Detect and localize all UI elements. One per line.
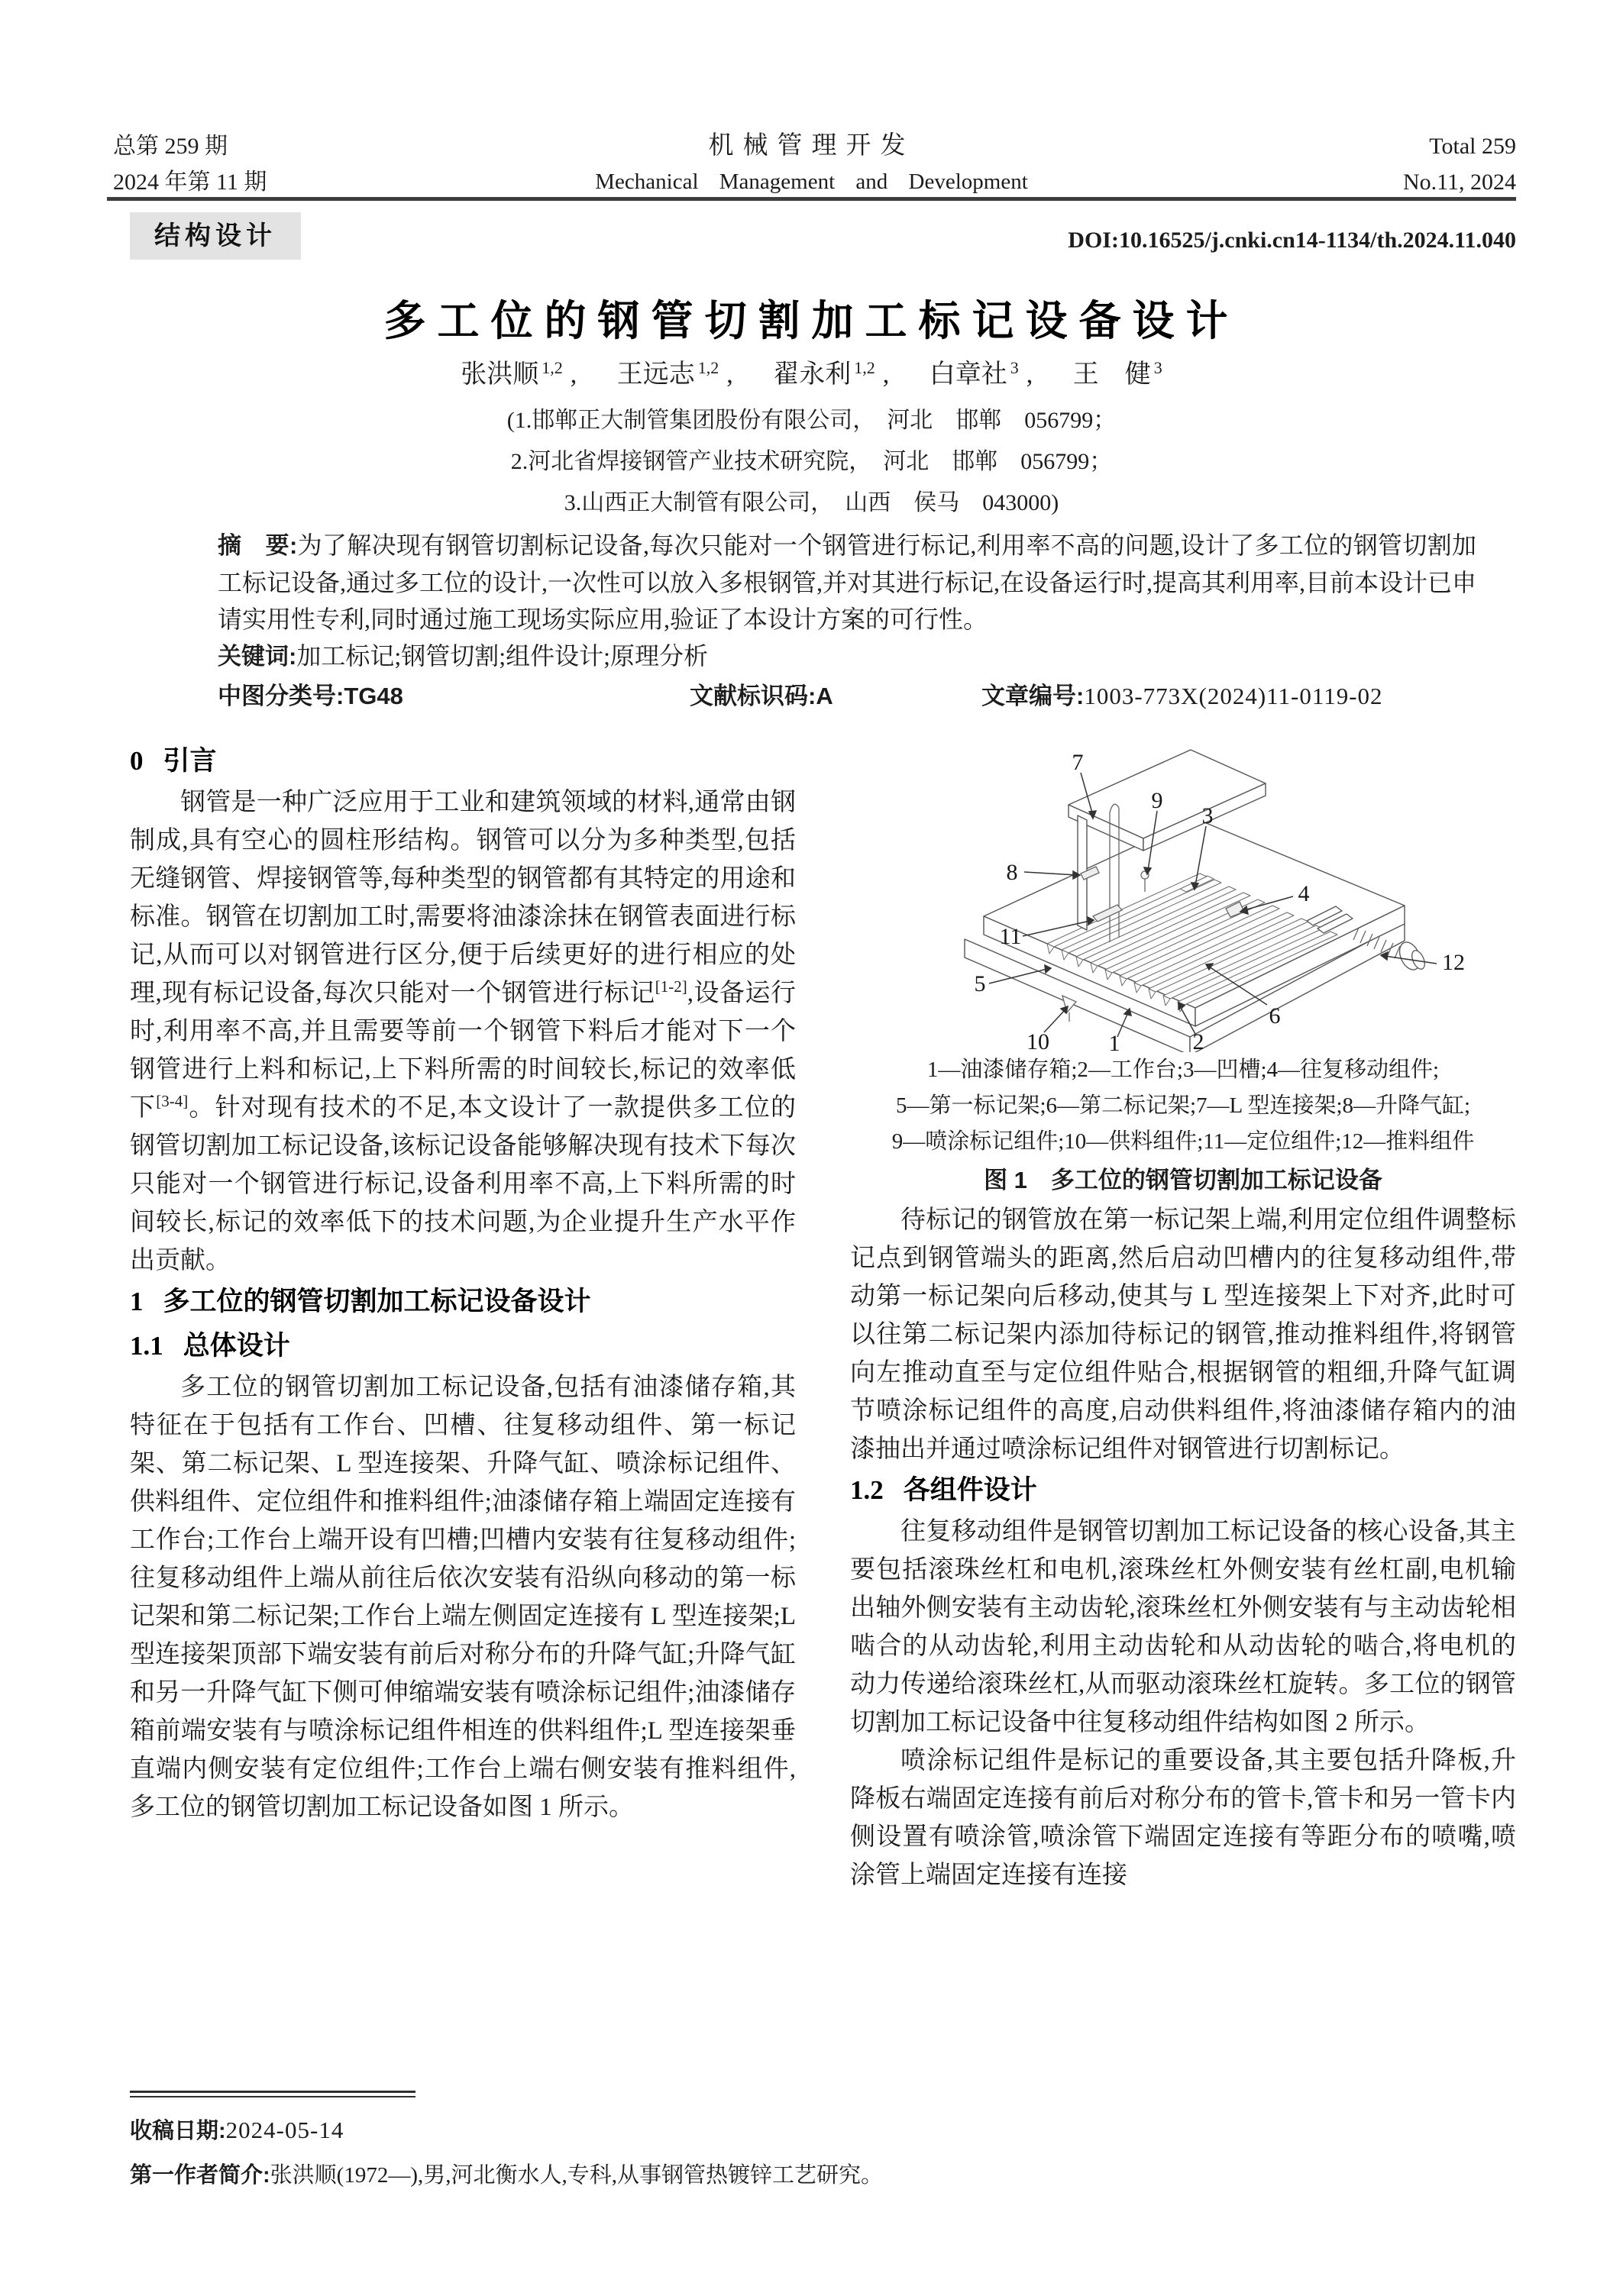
left-column (130, 739, 796, 1826)
article-number-value: 1003-773X(2024)11-0119-02 (1084, 683, 1383, 709)
author-separator: , (570, 360, 577, 389)
paragraph-workflow: 待标记的钢管放在第一标记架上端,利用定位组件调整标记点到钢管端头的距离,然后启动凹槽内的往复移动组件,带动第一标记架向后移动,使其与 L 型连接架上下对齐,此时可以往第二标记架内添加待标记的钢管,推动推料组件,将钢管向左推动直至与定位组件贴合,根据钢管的粗细,升降气缸调节喷涂标记组件的高度,启动供料组件,将油漆储存箱内的油漆抽出并通过喷涂标记组件对钢管进行切割标记。 (850, 1206, 1516, 1463)
issue-year-cn: 2024 年第 11 期 (113, 170, 267, 195)
header-rule (107, 197, 1516, 201)
figure-note-line: 1—油漆储存箱;2—工作台;3—凹槽;4—往复移动组件; (926, 1058, 1440, 1082)
authors-line (0, 353, 1623, 390)
paragraph-text: 钢管是一种广泛应用于工业和建筑领域的材料,通常由钢制成,具有空心的圆柱形结构。钢管可以分为多种类型,包括无缝钢管、焊接钢管等,每种类型的钢管都有其特定的用途和标准。钢管在切割加工时,需要将油漆涂抹在钢管表面进行标记,从而可以对钢管进行区分,便于后续更好的进行相应的处理,现有标记设备,每次只能对一个钢管进行标记 (130, 789, 796, 1007)
received-date-line (130, 2114, 344, 2145)
section-heading-0 (130, 739, 796, 783)
article-title: 多工位的钢管切割加工标记设备设计 (383, 297, 1240, 344)
received-date-label: 收稿日期: (130, 2119, 226, 2143)
section-title: 各组件设计 (903, 1475, 1037, 1505)
section-number: 0 (130, 746, 144, 776)
author-name: 张洪顺 (461, 360, 539, 389)
affiliation-line: 2.河北省焊接钢管产业技术研究院， 河北 邯郸 056799； (510, 449, 1113, 474)
paragraph-text: 。针对现有技术的不足,本文设计了一款提供多工位的钢管切割加工标记设备,该标记设备能够解决现有技术下每次只能对一个钢管进行标记,设备利用率不高,上下料所需的时间较长,标记的效率低下的技术问题,为企业提升生产水平作出贡献。 (130, 1094, 797, 1274)
section-heading-1-1 (130, 1324, 796, 1368)
figure-callout-1: 1 (1108, 1031, 1120, 1052)
paragraph-reciprocating-assembly: 往复移动组件是钢管切割加工标记设备的核心设备,其主要包括滚珠丝杠和电机,滚珠丝杠外侧安装有丝杠副,电机输出轴外侧安装有主动齿轮,滚珠丝杠外侧安装有与主动齿轮相啮合的从动齿轮,利用主动齿轮和从动齿轮的啮合,将电机的动力传递给滚珠丝杠,从而驱动滚珠丝杠旋转。多工位的钢管切割加工标记设备中往复移动组件结构如图 2 所示。 (850, 1518, 1516, 1736)
citation-ref: [1-2] (655, 977, 687, 996)
classification-row (218, 677, 1476, 713)
section-number: 1 (130, 1287, 144, 1316)
section-number: 1.2 (850, 1475, 884, 1505)
figure-callout-8: 8 (1006, 860, 1018, 885)
issue-no-en: No.11, 2024 (1402, 170, 1516, 195)
figure-callout-2: 2 (1192, 1029, 1204, 1052)
article-number (981, 677, 1383, 711)
abstract-label: 摘 要: (218, 532, 298, 559)
journal-name-cn: 机械管理开发 (708, 132, 915, 160)
affiliations (0, 400, 1623, 524)
author-name: 王远志 (616, 360, 695, 389)
figure1-drawing (850, 739, 1516, 1052)
document-code: 文献标识码:A (690, 683, 833, 709)
figure-callout-5: 5 (974, 971, 986, 996)
author-separator: , (1026, 360, 1033, 389)
footnote-rule (130, 2091, 415, 2097)
abstract-text: 为了解决现有钢管切割标记设备,每次只能对一个钢管进行标记,利用率不高的问题,设计了多工位的钢管切割加工标记设备,通过多工位的设计,一次性可以放入多根钢管,并对其进行标记,在设备运行时,提高其利用率,目前本设计已申请实用性专利,同时通过施工现场实际应用,验证了本设计方案的可行性。 (218, 531, 1477, 633)
figure-callout-6: 6 (1269, 1003, 1281, 1029)
author-name: 白章社 (929, 360, 1007, 389)
author-separator: , (882, 360, 890, 389)
author-superscript: 3 (1010, 357, 1019, 377)
keywords-label: 关键词: (218, 643, 297, 670)
author-superscript: 1,2 (697, 357, 719, 377)
figure-note-line: 9—喷涂标记组件;10—供料组件;11—定位组件;12—推料组件 (891, 1129, 1475, 1154)
figure-callout-10: 10 (1026, 1029, 1049, 1052)
article-number-label: 文章编号: (981, 683, 1085, 709)
paragraph-spray-assembly: 喷涂标记组件是标记的重要设备,其主要包括升降板,升降板右端固定连接有前后对称分布的管卡,管卡和另一管卡内侧设置有喷涂管,喷涂管下端固定连接有等距分布的喷嘴,喷涂管上端固定连接有连接 (850, 1747, 1516, 1889)
affiliation-line: (1.邯郸正大制管集团股份有限公司， 河北 邯郸 056799； (506, 408, 1117, 433)
paragraph-overall-design: 多工位的钢管切割加工标记设备,包括有油漆储存箱,其特征在于包括有工作台、凹槽、往复移动组件、第一标记架、第二标记架、L 型连接架、升降气缸、喷涂标记组件、供料组件、定位组件和推料组件;油漆储存箱上端固定连接有工作台;工作台上端开设有凹槽;凹槽内安装有往复移动组件;往复移动组件上端从前往后依次安装有沿纵向移动的第一标记架和第二标记架;工作台上端左侧固定连接有 L 型连接架;L 型连接架顶部下端安装有前后对称分布的升降气缸;升降气缸和另一升降气缸下侧可伸缩端安装有喷涂标记组件;油漆储存箱前端安装有与喷涂标记组件相连的供料组件;L 型连接架垂直端内侧安装有定位组件;工作台上端右侧安装有推料组件,多工位的钢管切割加工标记设备如图 1 所示。 (130, 1374, 796, 1821)
figure-note-line: 5—第一标记架;6—第二标记架;7—L 型连接架;8—升降气缸; (895, 1093, 1471, 1118)
header-issue-info-en (1403, 128, 1516, 200)
figure1-caption: 图 1 多工位的钢管切割加工标记设备 (984, 1167, 1382, 1193)
clc-number: 中图分类号:TG48 (218, 683, 403, 709)
figure-callout-3: 3 (1201, 803, 1214, 828)
author-superscript: 1,2 (542, 357, 563, 377)
figure-callout-4: 4 (1298, 881, 1310, 906)
author-name: 王 健 (1072, 360, 1151, 389)
section-title: 多工位的钢管切割加工标记设备设计 (163, 1287, 591, 1316)
section-number: 1.1 (130, 1331, 163, 1361)
author-bio-label: 第一作者简介: (130, 2163, 270, 2188)
figure1 (850, 739, 1516, 1201)
section-heading-1-2 (850, 1468, 1516, 1513)
header-journal (0, 128, 1623, 200)
journal-name-en: Mechanical Management and Development (595, 170, 1028, 194)
author-superscript: 3 (1153, 357, 1162, 377)
affiliation-line: 3.山西正大制管有限公司， 山西 侯马 043000) (564, 490, 1059, 515)
author-name: 翟永利 (773, 360, 852, 389)
author (929, 357, 1019, 389)
abstract-block (218, 527, 1476, 713)
abstract-paragraph (218, 527, 1476, 638)
right-column (850, 739, 1516, 1894)
author (773, 357, 875, 389)
author (461, 357, 563, 389)
citation-ref: [3-4] (156, 1092, 189, 1110)
author-superscript: 1,2 (854, 357, 875, 377)
figure-callout-7: 7 (1072, 750, 1084, 775)
column-badge: 结构设计 (130, 212, 301, 260)
section-title: 引言 (163, 746, 217, 776)
section-heading-1 (130, 1280, 796, 1324)
received-date-value: 2024-05-14 (225, 2117, 344, 2143)
author-separator: , (726, 360, 733, 389)
figure-callout-12: 12 (1442, 950, 1465, 975)
doi-line: DOI:10.16525/j.cnki.cn14-1134/th.2024.11.040 (1068, 228, 1516, 253)
keywords-text: 加工标记;钢管切割;组件设计;原理分析 (296, 642, 709, 670)
issue-total-en: Total 259 (1429, 134, 1516, 159)
section-title: 总体设计 (183, 1331, 290, 1361)
keywords-line (218, 638, 1476, 675)
intro-paragraph (130, 783, 796, 1280)
figure-callout-9: 9 (1151, 788, 1163, 813)
author-bio-line (130, 2158, 883, 2189)
figure-callout-11: 11 (999, 924, 1022, 949)
author (616, 357, 719, 389)
paragraph-text: ,设备运行时,利用率不高,并且需要等前一个钢管下料后才能对下一个钢管进行上料和标记,上下料所需的时间较长,标记的效率低下 (130, 980, 797, 1122)
author (1072, 357, 1162, 389)
author-bio-value: 张洪顺(1972—),男,河北衡水人,专科,从事钢管热镀锌工艺研究。 (270, 2163, 883, 2188)
issue-total-cn: 总第 259 期 (113, 134, 228, 159)
